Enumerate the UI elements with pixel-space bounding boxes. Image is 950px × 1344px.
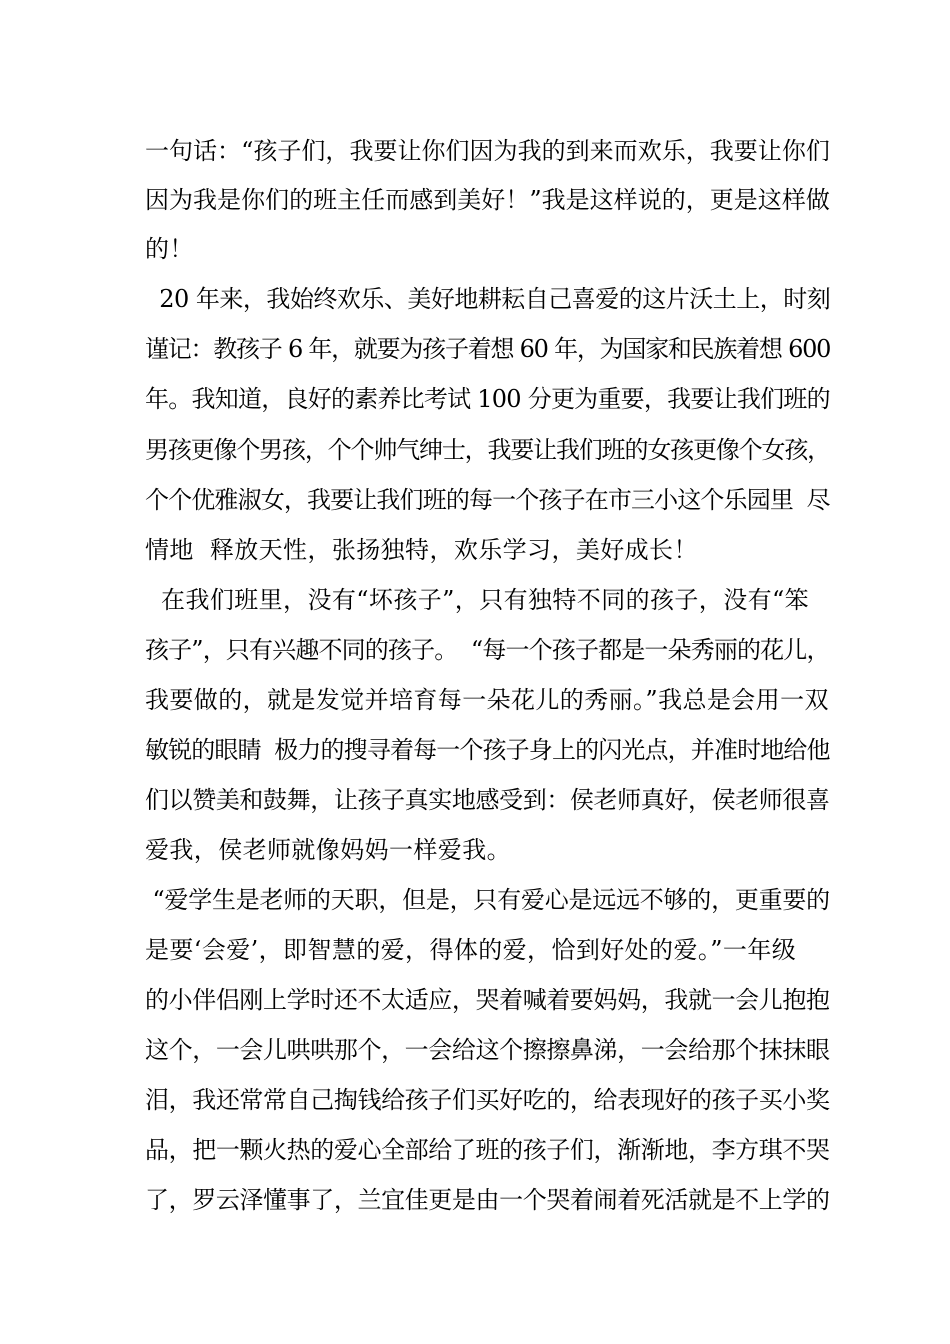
text-line: 们以赞美和鼓舞，让孩子真实地感受到：侯老师真好，侯老师很喜	[145, 786, 830, 814]
text-line: 品，把一颗火热的爱心全部给了班的孩子们，渐渐地，李方琪不哭	[145, 1136, 830, 1164]
text-line: 的小伴侣刚上学时还不太适应，哭着喊着要妈妈，我就一会儿抱抱	[145, 986, 830, 1014]
text-line: 谨记：教孩子 6 年，就要为孩子着想 60 年，为国家和民族着想 600	[145, 335, 831, 363]
text-line: 男孩更像个男孩，个个帅气绅士，我要让我们班的女孩更像个女孩，	[145, 436, 830, 464]
text-line: 孩子”，只有兴趣不同的孩子。 “每一个孩子都是一朵秀丽的花儿，	[145, 636, 830, 664]
text-line: 个个优雅淑女，我要让我们班的每一个孩子在市三小这个乐园里 尽	[145, 486, 830, 514]
text-line: 年。我知道，良好的素养比考试 100 分更为重要，我要让我们班的	[145, 385, 830, 413]
text-line: 爱我，侯老师就像妈妈一样爱我。	[145, 836, 511, 864]
text-line: 的！	[145, 235, 194, 263]
text-line: 20 年来，我始终欢乐、美好地耕耘自己喜爱的这片沃土上，时刻	[145, 285, 831, 313]
text-line: 在我们班里，没有“坏孩子”，只有独特不同的孩子，没有“笨	[145, 586, 810, 614]
text-line: 情地 释放天性，张扬独特，欢乐学习，美好成长！	[145, 536, 698, 564]
text-line: 这个，一会儿哄哄那个，一会给这个擦擦鼻涕，一会给那个抹抹眼	[145, 1036, 830, 1064]
text-line: 泪，我还常常自己掏钱给孩子们买好吃的，给表现好的孩子买小奖	[145, 1086, 830, 1114]
text-line: 了，罗云泽懂事了，兰宜佳更是由一个哭着闹着死活就是不上学的	[145, 1186, 830, 1214]
text-line: 是要‘会爱’，即智慧的爱，得体的爱，恰到好处的爱。”一年级	[145, 936, 797, 964]
text-line: 因为我是你们的班主任而感到美好！”我是这样说的，更是这样做	[145, 186, 830, 214]
text-line: “爱学生是老师的天职，但是，只有爱心是远远不够的，更重要的	[145, 886, 830, 914]
text-line: 敏锐的眼睛 极力的搜寻着每一个孩子身上的闪光点，并准时地给他	[145, 736, 830, 764]
text-line: 我要做的，就是发觉并培育每一朵花儿的秀丽。”我总是会用一双	[145, 686, 829, 714]
text-line: 一句话：“孩子们，我要让你们因为我的到来而欢乐，我要让你们	[145, 137, 830, 165]
